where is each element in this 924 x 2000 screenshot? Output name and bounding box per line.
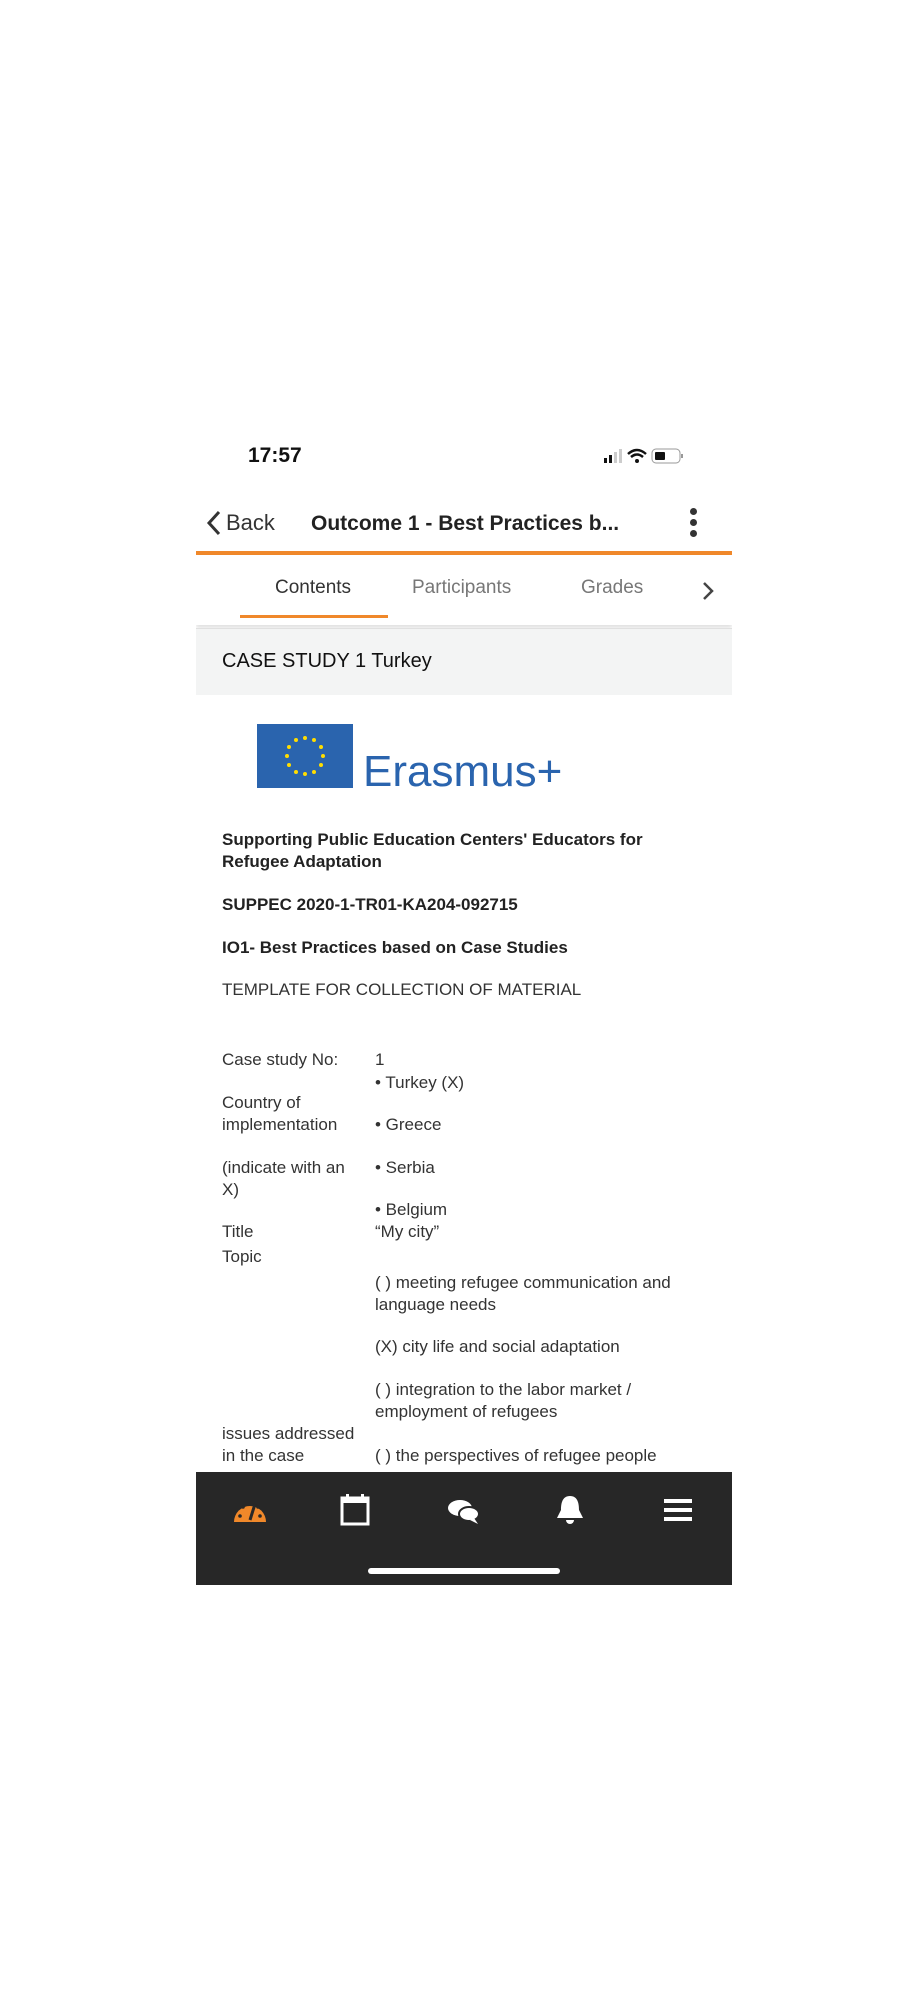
status-time: 17:57 xyxy=(248,444,302,467)
page-title: Outcome 1 - Best Practices b... xyxy=(311,512,620,535)
heading-project-cont: Refugee Adaptation xyxy=(222,852,382,871)
tab-bar xyxy=(196,555,732,625)
svg-text:Erasmus+: Erasmus+ xyxy=(363,747,563,794)
calendar-icon[interactable] xyxy=(336,1490,376,1530)
topic-label: Topic xyxy=(222,1247,262,1266)
country-label-cont: implementation xyxy=(222,1115,338,1134)
app-screen xyxy=(196,430,732,1585)
case-no-label: Case study No: xyxy=(222,1050,339,1069)
back-button[interactable]: Back xyxy=(206,510,275,536)
active-tab-indicator xyxy=(240,615,388,618)
topic-option-cont: employment of refugees xyxy=(375,1402,558,1421)
dashboard-icon[interactable] xyxy=(230,1490,270,1530)
tab-grades[interactable]: Grades xyxy=(581,577,644,598)
messages-icon[interactable] xyxy=(444,1490,484,1530)
bottom-nav xyxy=(196,1472,732,1585)
country-label: Country of xyxy=(222,1093,301,1112)
erasmus-logo xyxy=(257,722,577,794)
heading-io1: IO1- Best Practices based on Case Studies xyxy=(222,938,568,957)
header xyxy=(196,500,732,550)
indicate-label: (indicate with an xyxy=(222,1158,345,1177)
status-icons xyxy=(604,447,684,465)
tab-participants[interactable]: Participants xyxy=(412,577,512,598)
issues-label: issues addressed xyxy=(222,1424,355,1443)
heading-project: Supporting Public Education Centers' Educators for xyxy=(222,830,643,849)
title-label: Title xyxy=(222,1222,254,1241)
signal-wifi-battery-icon xyxy=(604,447,684,465)
more-options-icon[interactable] xyxy=(686,506,700,542)
country-option: • Turkey (X) xyxy=(375,1073,465,1092)
case-no-value: 1 xyxy=(375,1050,385,1069)
home-indicator[interactable] xyxy=(368,1568,560,1574)
chevron-right-icon[interactable] xyxy=(701,581,715,601)
section-header: CASE STUDY 1 Turkey xyxy=(196,628,732,695)
topic-option-cont: language needs xyxy=(375,1295,497,1314)
menu-icon[interactable] xyxy=(658,1490,698,1530)
chevron-left-icon xyxy=(206,510,222,536)
topic-option: (X) city life and social adaptation xyxy=(375,1337,620,1356)
country-option: • Belgium xyxy=(375,1200,448,1219)
country-option: • Greece xyxy=(375,1115,442,1134)
country-option: • Serbia xyxy=(375,1158,435,1177)
tab-contents[interactable]: Contents xyxy=(275,577,352,598)
topic-option: ( ) integration to the labor market / xyxy=(375,1380,632,1399)
notifications-bell-icon[interactable] xyxy=(550,1490,590,1530)
template-label: TEMPLATE FOR COLLECTION OF MATERIAL xyxy=(222,980,582,999)
topic-option: ( ) meeting refugee communication and xyxy=(375,1273,671,1292)
heading-code: SUPPEC 2020-1-TR01-KA204-092715 xyxy=(222,895,518,914)
title-value: “My city” xyxy=(375,1222,440,1241)
topic-option: ( ) the perspectives of refugee people xyxy=(375,1446,657,1465)
indicate-label-cont: X) xyxy=(222,1180,239,1199)
issues-label-cont: in the case xyxy=(222,1446,305,1465)
